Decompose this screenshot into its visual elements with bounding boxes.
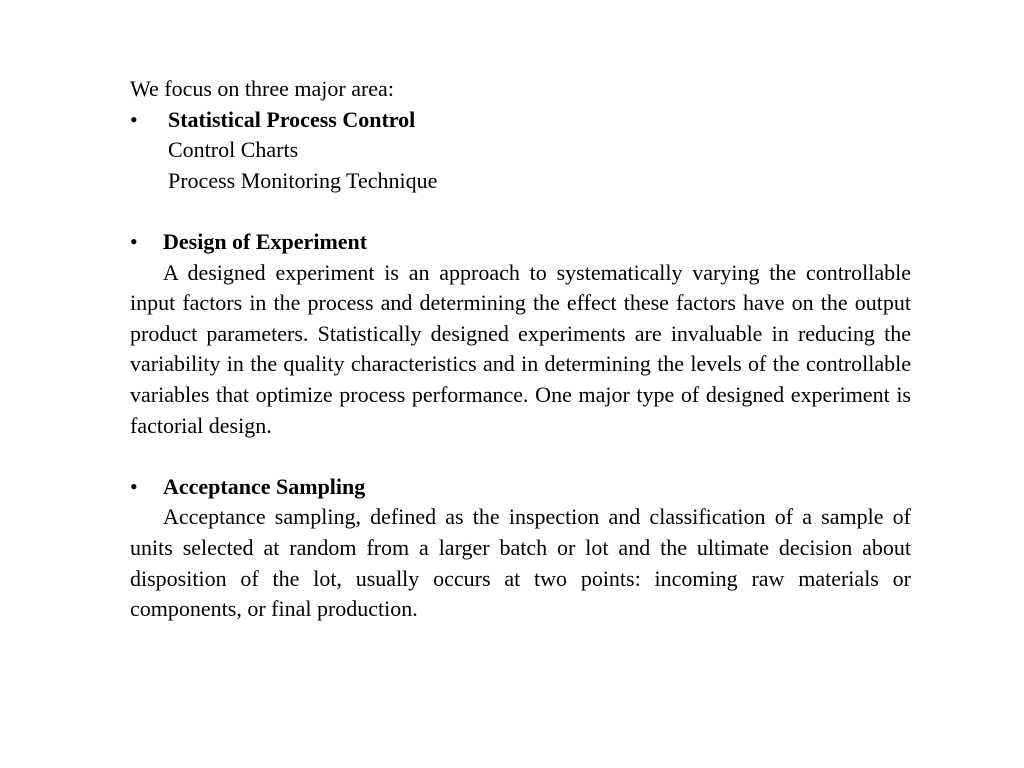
bullet-icon: •	[130, 473, 138, 499]
intro-text: We focus on three major area:	[130, 76, 394, 101]
slide-content	[130, 74, 911, 625]
section-statistical-process-control	[130, 105, 911, 197]
spacer	[130, 196, 911, 227]
list-item-control-charts: Control Charts	[168, 137, 299, 163]
section-paragraph: Acceptance sampling, defined as the inspection and classification of a sample of units selected at random from a larger batch or lot and the ultimate decision about disposition of the lot, usually occurs at two points: incoming raw materials or components, or final production.	[130, 504, 911, 622]
spacer	[130, 441, 911, 472]
bullet-row	[130, 227, 911, 258]
section-heading: Design of Experiment	[163, 228, 368, 254]
section-heading: Statistical Process Control	[168, 106, 416, 132]
bullet-icon: •	[130, 228, 138, 254]
section-design-of-experiment	[130, 227, 911, 441]
list-item-process-monitoring: Process Monitoring Technique	[168, 167, 438, 193]
bullet-row	[130, 105, 911, 136]
bullet-icon: •	[130, 106, 138, 132]
bullet-row	[130, 472, 911, 503]
section-heading: Acceptance Sampling	[163, 473, 366, 499]
section-acceptance-sampling	[130, 472, 911, 625]
section-paragraph: A designed experiment is an approach to systematically varying the controllable input factors in the process and determining the effect these factors have on the output product parameters. Statistically designed experiments are invaluable in reducing the variability in the quality characteristics and in determining the levels of the controllable variables that optimize process performance. One major type of designed experiment is factorial design.	[130, 259, 911, 438]
